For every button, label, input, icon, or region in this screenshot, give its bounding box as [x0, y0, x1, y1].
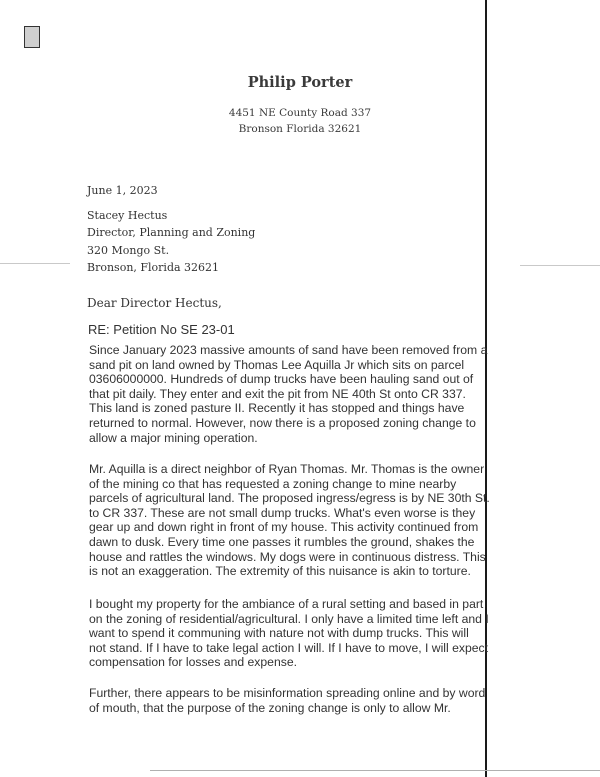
paragraph-line: Further, there appears to be misinformation spreading online and by word — [89, 686, 486, 700]
letter-date: June 1, 2023 — [87, 184, 158, 197]
scan-bottom-edge — [150, 770, 600, 771]
paragraph-line: allow a major mining operation. — [89, 430, 258, 445]
paragraph-line: dawn to dusk. Every time one passes it rumbles the ground, shakes the — [89, 534, 475, 549]
paragraph-line: I bought my property for the ambiance of a rural setting and based in part — [89, 597, 484, 611]
paragraph-line: sand pit on land owned by Thomas Lee Aquilla Jr which sits on parcel — [89, 357, 465, 372]
paragraph-line: to CR 337. These are not small dump trucks. What's even worse is they — [89, 505, 476, 520]
paragraph-line: gear up and down right in front of my house. This activity continued from — [89, 520, 479, 535]
paragraph-line: that pit daily. They enter and exit the pit from NE 40th St onto CR 337. — [89, 386, 466, 401]
paragraph-line: compensation for losses and expense. — [89, 655, 297, 670]
recipient-title: Director, Planning and Zoning — [87, 226, 256, 239]
subject-line: RE: Petition No SE 23-01 — [88, 322, 235, 337]
paragraph-line: Mr. Aquilla is a direct neighbor of Ryan Thomas. Mr. Thomas is the owner — [89, 462, 485, 476]
recipient-city: Bronson, Florida 32621 — [87, 261, 220, 274]
scan-fold-mark-right — [520, 265, 600, 266]
sender-address-line1: 4451 NE County Road 337 — [228, 107, 372, 119]
paragraph-line: parcels of agricultural land. The proposed ingress/egress is by NE 30th St. — [89, 491, 490, 506]
paragraph-line: of the mining co that has requested a zoning change to mine nearby — [89, 476, 457, 491]
paragraph-line: returned to normal. However, now there is a proposed zoning change to — [89, 415, 476, 430]
paragraph-line: want to spend it communing with nature not with dump trucks. This will — [89, 626, 469, 641]
sender-name: Philip Porter — [247, 74, 353, 91]
paragraph-line: This land is zoned pasture II. Recently it has stopped and things have — [89, 401, 465, 416]
paragraph-line: 03606000000. Hundreds of dump trucks have been hauling sand out of — [89, 372, 474, 387]
corner-square-mark — [24, 26, 40, 48]
paragraph-1 — [89, 343, 519, 445]
paragraph-line: Since January 2023 massive amounts of sand have been removed from a — [89, 343, 488, 357]
recipient-name: Stacey Hectus — [87, 209, 168, 222]
paragraph-line: not stand. If I have to take legal action I will. If I have to move, I will expect — [89, 640, 489, 655]
recipient-street: 320 Mongo St. — [87, 244, 170, 257]
paragraph-line: of mouth, that the purpose of the zoning change is only to allow Mr. — [89, 700, 451, 715]
scan-fold-mark-left — [0, 263, 70, 264]
paragraph-2 — [89, 462, 519, 579]
paragraph-line: on the zoning of residential/agricultural. I only have a limited time left and I — [89, 611, 489, 626]
paragraph-line: is not an exaggeration. The extremity of this nuisance is akin to torture. — [89, 564, 471, 579]
salutation: Dear Director Hectus, — [87, 296, 222, 310]
paragraph-4 — [89, 686, 519, 715]
sender-address-line2: Bronson Florida 32621 — [238, 123, 362, 135]
paragraph-line: house and rattles the windows. My dogs were in continuous distress. This — [89, 549, 486, 564]
paragraph-3 — [89, 597, 519, 670]
